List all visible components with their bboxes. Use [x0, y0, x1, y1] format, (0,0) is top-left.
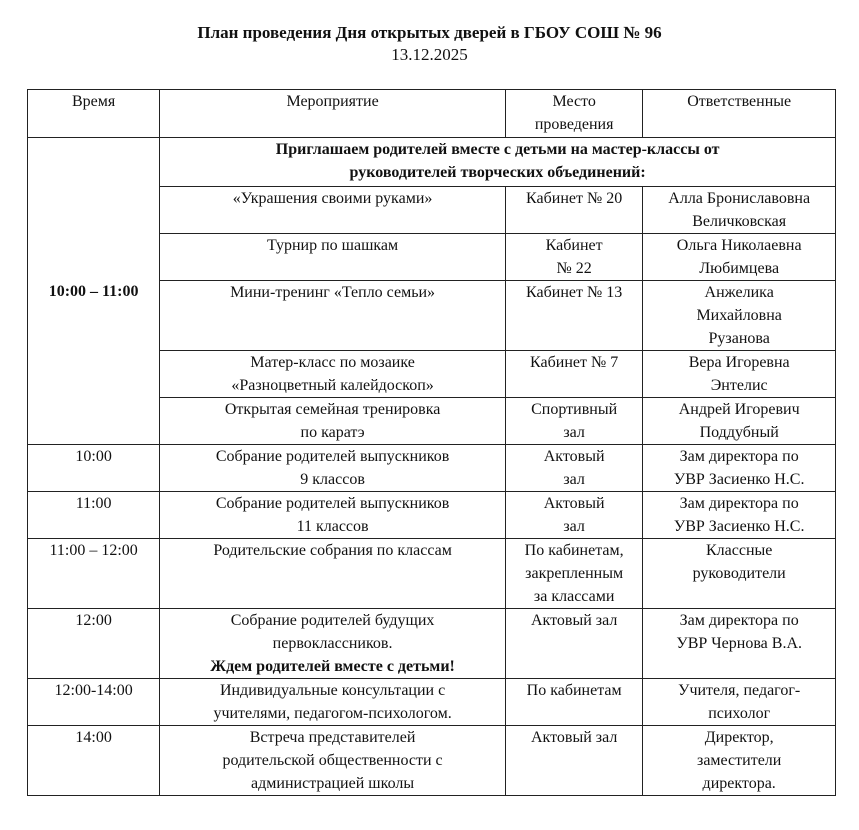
- cell-line: УВР Засиенко Н.С.: [673, 471, 805, 488]
- cell-line: Любимцева: [699, 260, 780, 277]
- event-cell: [160, 726, 506, 796]
- cell-line: Директор,: [704, 729, 774, 746]
- cell-line: Мини-тренинг «Тепло семьи»: [230, 284, 436, 301]
- cell-line: Встреча представителей: [249, 729, 416, 746]
- cell-line: директора.: [702, 775, 776, 792]
- place-cell: [505, 539, 642, 609]
- cell-line: психолог: [708, 705, 771, 722]
- cell-line: Кабинет № 13: [526, 284, 623, 301]
- responsible-cell: [643, 281, 836, 351]
- time-cell: [28, 609, 160, 679]
- event-cell: [160, 492, 506, 539]
- cell-line: Ольга Николаевна: [676, 237, 802, 254]
- header-row: [28, 90, 836, 138]
- table-row: [28, 609, 836, 679]
- cell-line: 9 классов: [300, 471, 365, 488]
- cell-line: «Украшения своими руками»: [232, 190, 433, 207]
- cell-line: Вера Игоревна: [688, 354, 790, 371]
- table-row: [28, 679, 836, 726]
- place-cell: [505, 398, 642, 445]
- cell-line: 11 классов: [296, 518, 369, 535]
- document-date: 13.12.2025: [391, 45, 468, 64]
- time-text: 11:00: [75, 495, 112, 512]
- cell-line: УВР Чернова В.А.: [676, 635, 802, 652]
- cell-line: Рузанова: [708, 330, 770, 347]
- cell-line: Кабинет № 7: [530, 354, 619, 371]
- cell-line: родительской общественности с: [222, 752, 443, 769]
- cell-line: По кабинетам,: [524, 542, 624, 559]
- event-cell: [160, 679, 506, 726]
- cell-line: Спортивный: [531, 401, 618, 418]
- cell-line: зал: [563, 471, 585, 488]
- time-text: 12:00-14:00: [54, 682, 133, 699]
- cell-line: Поддубный: [699, 424, 779, 441]
- cell-line: Зам директора по: [679, 495, 799, 512]
- place-cell: [505, 679, 642, 726]
- cell-line: Открытая семейная тренировка: [224, 401, 441, 418]
- cell-line: Актовый зал: [530, 612, 618, 629]
- place-cell: [505, 234, 642, 281]
- responsible-cell: [643, 609, 836, 679]
- cell-line: Кабинет № 20: [526, 190, 623, 207]
- cell-line: учителями, педагогом-психологом.: [213, 705, 452, 722]
- responsible-cell: [643, 492, 836, 539]
- cell-line: Приглашаем родителей вместе с детьми на мастер-классы от: [275, 141, 720, 158]
- cell-line: Алла Брониславовна: [668, 190, 811, 207]
- responsible-cell: [643, 398, 836, 445]
- time-text: 10:00 – 11:00: [48, 282, 139, 300]
- time-cell: [28, 726, 160, 796]
- event-cell: [160, 445, 506, 492]
- event-cell: [160, 539, 506, 609]
- banner-cell: [160, 138, 836, 187]
- cell-line: руководителей творческих объединений:: [349, 164, 646, 181]
- time-cell: [28, 445, 160, 492]
- cell-line: администрацией школы: [251, 775, 415, 792]
- responsible-cell: [643, 539, 836, 609]
- cell-line: № 22: [556, 260, 592, 277]
- event-cell: [160, 398, 506, 445]
- cell-line: заместители: [697, 752, 782, 769]
- time-cell: [28, 539, 160, 609]
- event-cell: [160, 351, 506, 398]
- time-text: 11:00 – 12:00: [49, 542, 138, 559]
- event-cell: [160, 187, 506, 234]
- cell-line: за классами: [533, 588, 615, 605]
- event-highlight: Ждем родителей вместе с детьми!: [210, 658, 455, 675]
- event-cell: [160, 234, 506, 281]
- header-event: Мероприятие: [160, 90, 506, 138]
- place-cell: [505, 187, 642, 234]
- cell-line: По кабинетам: [526, 682, 622, 699]
- responsible-cell: [643, 726, 836, 796]
- table-row: [28, 539, 836, 609]
- cell-line: Анжелика: [704, 284, 774, 301]
- cell-line: Актовый: [543, 448, 605, 465]
- cell-line: Собрание родителей выпускников: [215, 448, 450, 465]
- place-cell: [505, 351, 642, 398]
- document-title: План проведения Дня открытых дверей в ГБОУ СОШ № 96: [197, 23, 662, 42]
- cell-line: «Разноцветный калейдоскоп»: [231, 377, 434, 394]
- cell-line: Собрание родителей выпускников: [215, 495, 450, 512]
- cell-line: УВР Засиенко Н.С.: [673, 518, 805, 535]
- cell-line: Энтелис: [710, 377, 768, 394]
- time-cell: [28, 492, 160, 539]
- table-row: [28, 445, 836, 492]
- cell-line: руководители: [692, 565, 786, 582]
- cell-line: Классные: [705, 542, 773, 559]
- responsible-cell: [643, 445, 836, 492]
- cell-line: Матер-класс по мозаике: [250, 354, 415, 371]
- responsible-cell: [643, 351, 836, 398]
- cell-line: Величковская: [692, 213, 787, 230]
- cell-line: Учителя, педагог-: [678, 682, 801, 699]
- header-place: Место проведения: [505, 90, 642, 138]
- cell-line: Андрей Игоревич: [678, 401, 800, 418]
- cell-line: Кабинет: [545, 237, 603, 254]
- cell-line: Родительские собрания по классам: [213, 542, 452, 559]
- responsible-cell: [643, 679, 836, 726]
- time-cell: [28, 679, 160, 726]
- time-text: 12:00: [75, 612, 112, 629]
- event-cell: [160, 609, 506, 679]
- cell-line: Михайловна: [696, 307, 782, 324]
- cell-line: Турнир по шашкам: [266, 237, 399, 254]
- time-cell: [28, 138, 160, 445]
- responsible-cell: [643, 234, 836, 281]
- place-cell: [505, 281, 642, 351]
- place-cell: [505, 609, 642, 679]
- cell-line: Индивидуальные консультации с: [219, 682, 446, 699]
- cell-line: первоклассников.: [272, 635, 393, 652]
- cell-line: Зам директора по: [679, 612, 799, 629]
- cell-line: зал: [563, 518, 585, 535]
- time-text: 14:00: [75, 729, 112, 746]
- place-cell: [505, 492, 642, 539]
- banner-row: [28, 138, 836, 187]
- cell-line: закрепленным: [525, 565, 624, 582]
- schedule-table: [27, 89, 836, 796]
- cell-line: зал: [563, 424, 585, 441]
- header-responsible: Ответственные: [643, 90, 836, 138]
- time-text: 10:00: [75, 448, 112, 465]
- cell-line: Актовый зал: [530, 729, 618, 746]
- event-cell: [160, 281, 506, 351]
- place-cell: [505, 726, 642, 796]
- cell-line: Актовый: [543, 495, 605, 512]
- cell-line: по каратэ: [300, 424, 365, 441]
- cell-line: Собрание родителей будущих: [230, 612, 435, 629]
- table-row: [28, 492, 836, 539]
- table-row: [28, 726, 836, 796]
- cell-line: Зам директора по: [679, 448, 799, 465]
- place-cell: [505, 445, 642, 492]
- responsible-cell: [643, 187, 836, 234]
- header-time: Время: [28, 90, 160, 138]
